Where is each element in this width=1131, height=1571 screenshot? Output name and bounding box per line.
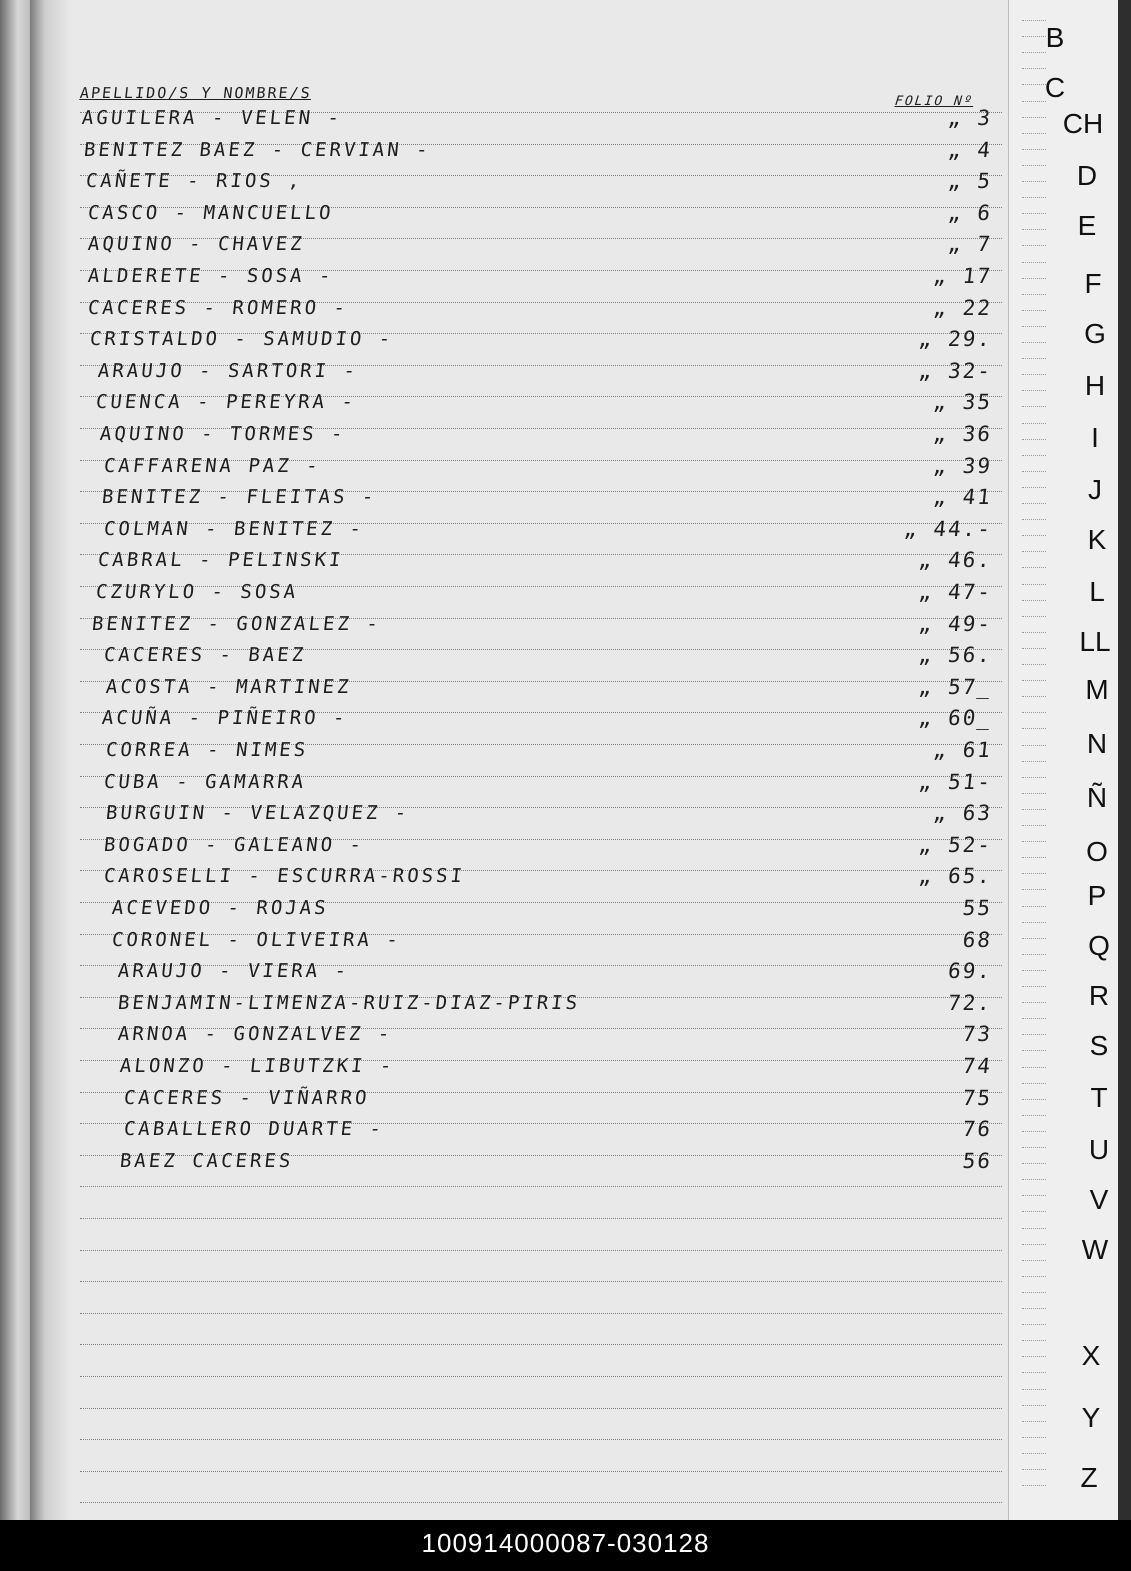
entry-name: ALDERETE - SOSA - [86, 265, 335, 287]
strip-ruled-line [1022, 149, 1046, 150]
ruled-line [80, 1471, 1002, 1472]
entry-name: CAROSELLI - ESCURRA-ROSSI [102, 865, 467, 888]
index-tab-v[interactable]: V [1089, 1184, 1109, 1215]
strip-ruled-line [1022, 310, 1046, 311]
scan-edge [0, 0, 30, 1520]
entry-folio: „ 61 [932, 738, 994, 762]
strip-ruled-line [1022, 1485, 1046, 1486]
entry-folio: „ 22 [932, 295, 994, 320]
index-tab-x[interactable]: X [1081, 1340, 1101, 1371]
entry-name: CACERES - ROMERO - [86, 296, 350, 319]
strip-ruled-line [1022, 1018, 1046, 1019]
ruled-line [80, 1218, 1002, 1219]
strip-ruled-line [1022, 1389, 1046, 1390]
strip-ruled-line [1022, 1308, 1046, 1309]
strip-ruled-line [1022, 294, 1046, 295]
entry-folio: 76 [961, 1117, 994, 1142]
entry-folio: „ 47- [917, 580, 994, 604]
entry-folio: „ 52- [917, 832, 994, 857]
ruled-line [80, 1408, 1002, 1409]
index-tab-w[interactable]: W [1081, 1234, 1109, 1265]
strip-ruled-line [1022, 1034, 1046, 1035]
strip-ruled-line [1022, 1453, 1046, 1454]
ruled-line [80, 1502, 1002, 1503]
strip-ruled-line [1022, 712, 1046, 713]
entry-folio: „ 63 [932, 801, 994, 826]
strip-ruled-line [1022, 503, 1046, 504]
entry-folio: „ 41 [932, 485, 994, 510]
entry-folio: „ 51- [917, 769, 994, 794]
ruled-line [80, 1250, 1002, 1251]
ruled-line [80, 1186, 1002, 1187]
strip-ruled-line [1022, 1340, 1046, 1341]
strip-ruled-line [1022, 133, 1046, 134]
strip-ruled-line [1022, 857, 1046, 858]
strip-ruled-line [1022, 1083, 1046, 1084]
strip-ruled-line [1022, 262, 1046, 263]
entry-name: BENITEZ - GONZALEZ - [90, 612, 382, 635]
entry-name: ARNOA - GONZALVEZ - [116, 1023, 394, 1046]
entry-folio: „ 56. [917, 643, 994, 668]
strip-ruled-line [1022, 487, 1046, 488]
strip-ruled-line [1022, 825, 1046, 826]
entry-name: ACUÑA - PIÑEIRO - [100, 707, 349, 730]
entry-folio: 69. [946, 959, 994, 984]
index-tab-s[interactable]: S [1089, 1030, 1109, 1061]
strip-ruled-line [1022, 889, 1046, 890]
strip-ruled-line [1022, 551, 1046, 552]
index-tab-m[interactable]: M [1085, 674, 1109, 705]
entry-folio: „ 44.- [902, 516, 994, 541]
strip-ruled-line [1022, 1260, 1046, 1261]
entry-name: BENJAMIN-LIMENZA-RUIZ-DIAZ-PIRIS [116, 991, 582, 1014]
strip-ruled-line [1022, 970, 1046, 971]
entry-folio: „ 17 [932, 264, 994, 288]
strip-ruled-line [1022, 519, 1046, 520]
strip-ruled-line [1022, 358, 1046, 359]
strip-ruled-line [1022, 1195, 1046, 1196]
strip-ruled-line [1022, 1131, 1046, 1132]
entry-name: BOGADO - GALEANO - [102, 833, 366, 856]
entry-name: CAFFARENA PAZ - [102, 454, 322, 477]
strip-ruled-line [1022, 245, 1046, 246]
strip-ruled-line [1022, 567, 1046, 568]
entry-folio: „ 32- [917, 358, 994, 383]
entry-name: CUBA - GAMARRA [102, 770, 308, 793]
entry-name: CUENCA - PEREYRA - [94, 391, 358, 414]
entry-name: CACERES - BAEZ [102, 644, 308, 667]
strip-ruled-line [1022, 1356, 1046, 1357]
strip-ruled-line [1022, 1276, 1046, 1277]
ruled-line [80, 1313, 1002, 1314]
strip-ruled-line [1022, 1228, 1046, 1229]
strip-ruled-line [1022, 1405, 1046, 1406]
ruled-line [80, 1376, 1002, 1377]
index-tab-b[interactable]: B [1045, 22, 1065, 53]
entry-folio: „ 35 [932, 390, 994, 415]
index-tab-o[interactable]: O [1086, 836, 1108, 867]
strip-ruled-line [1022, 1324, 1046, 1325]
entry-name: BENITEZ BAEZ - CERVIAN - [82, 138, 432, 161]
strip-ruled-line [1022, 600, 1046, 601]
index-tab-e[interactable]: E [1077, 210, 1097, 241]
entry-name: BENITEZ - FLEITAS - [100, 486, 378, 509]
entry-folio: „ 6 [946, 200, 994, 225]
strip-ruled-line [1022, 841, 1046, 842]
page-binding [30, 0, 68, 1520]
entry-name: CORONEL - OLIVEIRA - [110, 928, 402, 951]
entry-folio: 74 [961, 1054, 994, 1078]
strip-ruled-line [1022, 406, 1046, 407]
index-tab-q[interactable]: Q [1088, 930, 1110, 961]
strip-ruled-line [1022, 1211, 1046, 1212]
strip-ruled-line [1022, 1050, 1046, 1051]
entry-name: ARAUJO - SARTORI - [96, 359, 360, 382]
entry-name: CACERES - VIÑARRO [122, 1086, 371, 1109]
index-tab-r[interactable]: R [1088, 980, 1110, 1011]
strip-ruled-line [1022, 390, 1046, 391]
index-tab-y[interactable]: Y [1081, 1402, 1101, 1433]
strip-ruled-line [1022, 342, 1046, 343]
strip-ruled-line [1022, 1147, 1046, 1148]
index-tab-f[interactable]: F [1084, 268, 1102, 299]
strip-ruled-line [1022, 1421, 1046, 1422]
ruled-line [80, 1344, 1002, 1345]
entry-name: BURGUIN - VELAZQUEZ - [104, 802, 411, 825]
strip-ruled-line [1022, 1179, 1046, 1180]
index-tab-l[interactable]: L [1089, 576, 1105, 607]
strip-ruled-line [1022, 728, 1046, 729]
strip-ruled-line [1022, 1469, 1046, 1470]
entry-folio: „ 36 [932, 422, 994, 446]
strip-ruled-line [1022, 374, 1046, 375]
strip-ruled-line [1022, 197, 1046, 198]
index-tab-ch[interactable]: CH [1062, 108, 1104, 139]
entry-name: CZURYLO - SOSA [94, 581, 300, 603]
index-tab-i[interactable]: I [1091, 422, 1099, 453]
index-tab-g[interactable]: G [1084, 318, 1106, 349]
strip-ruled-line [1022, 165, 1046, 166]
strip-ruled-line [1022, 1244, 1046, 1245]
entry-folio: 56 [961, 1148, 994, 1173]
index-tab-t[interactable]: T [1090, 1082, 1108, 1113]
entry-folio: „ 5 [946, 169, 994, 194]
strip-ruled-line [1022, 535, 1046, 536]
strip-ruled-line [1022, 938, 1046, 939]
index-tab-u[interactable]: U [1088, 1134, 1110, 1165]
entry-folio: 55 [961, 896, 994, 920]
index-tab-p[interactable]: P [1087, 880, 1107, 911]
strip-ruled-line [1022, 777, 1046, 778]
strip-ruled-line [1022, 1372, 1046, 1373]
entry-folio: 73 [961, 1022, 994, 1047]
strip-ruled-line [1022, 1163, 1046, 1164]
strip-ruled-line [1022, 793, 1046, 794]
entry-folio: „ 4 [946, 137, 994, 162]
entry-name: CORREA - NIMES [104, 739, 310, 761]
strip-ruled-line [1022, 906, 1046, 907]
entry-folio: „ 29. [917, 327, 994, 352]
entry-name: CABRAL - PELINSKI [96, 549, 345, 572]
entry-folio: 68 [961, 927, 994, 952]
strip-ruled-line [1022, 680, 1046, 681]
entry-folio: „ 60_ [917, 706, 994, 731]
strip-ruled-line [1022, 745, 1046, 746]
entry-name: AGUILERA - VELEN - [80, 107, 344, 129]
entry-folio: „ 57_ [917, 674, 994, 699]
strip-ruled-line [1022, 954, 1046, 955]
strip-ruled-line [1022, 117, 1046, 118]
entry-name: ALONZO - LIBUTZKI - [118, 1055, 396, 1077]
strip-ruled-line [1022, 455, 1046, 456]
strip-ruled-line [1022, 1115, 1046, 1116]
index-tab-ll[interactable]: LL [1079, 626, 1111, 657]
strip-ruled-line [1022, 761, 1046, 762]
strip-ruled-line [1022, 423, 1046, 424]
index-tab-j[interactable]: J [1088, 474, 1102, 505]
strip-ruled-line [1022, 1292, 1046, 1293]
strip-ruled-line [1022, 278, 1046, 279]
scan-edge-right [1118, 0, 1131, 1520]
entry-name: ACOSTA - MARTINEZ [104, 675, 353, 698]
entry-folio: 72. [946, 990, 994, 1015]
entry-name: ACEVEDO - ROJAS [110, 897, 330, 919]
strip-ruled-line [1022, 1067, 1046, 1068]
strip-ruled-line [1022, 873, 1046, 874]
strip-ruled-line [1022, 229, 1046, 230]
index-tab-k[interactable]: K [1087, 524, 1107, 555]
entry-name: CABALLERO DUARTE - [122, 1118, 386, 1141]
entry-folio: „ 65. [917, 864, 994, 889]
entry-folio: 75 [961, 1085, 994, 1110]
index-tab-ñ[interactable]: Ñ [1086, 782, 1108, 813]
entry-name: CASCO - MANCUELLO [86, 201, 335, 224]
strip-ruled-line [1022, 68, 1046, 69]
entry-name: BAEZ CACERES [118, 1149, 295, 1172]
entry-folio: „ 7 [946, 232, 994, 257]
strip-ruled-line [1022, 1099, 1046, 1100]
strip-ruled-line [1022, 471, 1046, 472]
strip-ruled-line [1022, 648, 1046, 649]
strip-ruled-line [1022, 696, 1046, 697]
entry-folio: „ 46. [917, 548, 994, 573]
strip-ruled-line [1022, 584, 1046, 585]
index-tab-z[interactable]: Z [1080, 1462, 1098, 1493]
names-column-header: APELLIDO/S Y NOMBRE/S [79, 84, 313, 102]
strip-ruled-line [1022, 632, 1046, 633]
strip-ruled-line [1022, 181, 1046, 182]
strip-ruled-line [1022, 1002, 1046, 1003]
entry-name: CRISTALDO - SAMUDIO - [88, 328, 395, 351]
entry-name: CAÑETE - RIOS , [84, 170, 304, 193]
entry-name: AQUINO - CHAVEZ [86, 233, 306, 256]
document-id-footer: 100914000087-030128 [0, 1520, 1131, 1571]
entry-folio: „ 3 [946, 106, 994, 130]
index-tab-c[interactable]: C [1044, 72, 1066, 103]
strip-ruled-line [1022, 213, 1046, 214]
strip-ruled-line [1022, 809, 1046, 810]
strip-ruled-line [1022, 922, 1046, 923]
strip-ruled-line [1022, 986, 1046, 987]
entry-folio: „ 49- [917, 611, 994, 636]
entry-folio: „ 39 [932, 453, 994, 478]
folio-column-header: FOLIO Nº [894, 94, 975, 109]
index-tab-d[interactable]: D [1076, 160, 1098, 191]
strip-ruled-line [1022, 439, 1046, 440]
ruled-line [80, 1281, 1002, 1282]
strip-ruled-line [1022, 326, 1046, 327]
strip-ruled-line [1022, 616, 1046, 617]
index-tab-n[interactable]: N [1086, 728, 1108, 759]
strip-ruled-line [1022, 1437, 1046, 1438]
entry-name: COLMAN - BENITEZ - [102, 517, 366, 540]
strip-ruled-line [1022, 20, 1046, 21]
strip-ruled-line [1022, 664, 1046, 665]
ruled-line [80, 1439, 1002, 1440]
entry-name: ARAUJO - VIERA - [116, 960, 351, 983]
index-tab-h[interactable]: H [1084, 370, 1106, 401]
entry-name: AQUINO - TORMES - [98, 423, 347, 445]
